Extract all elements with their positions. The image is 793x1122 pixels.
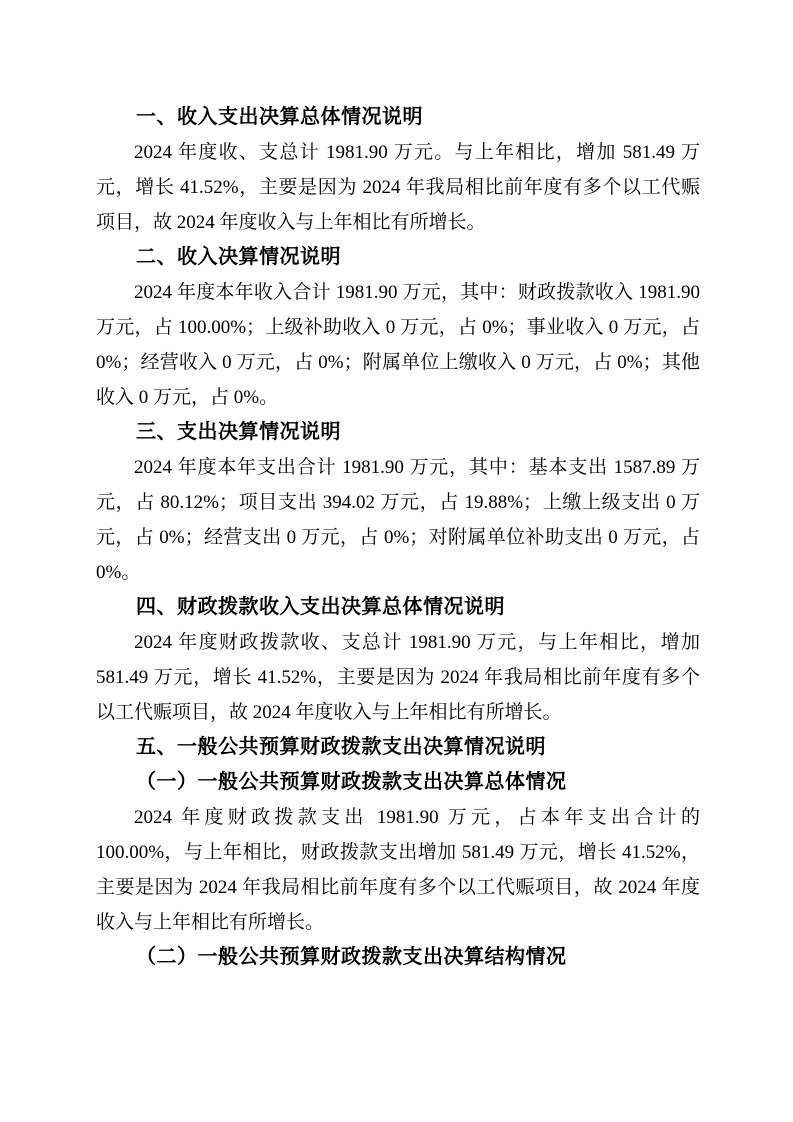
section-5-heading: 五、一般公共预算财政拨款支出决算情况说明 — [136, 736, 546, 758]
section-2-heading: 二、收入决算情况说明 — [136, 246, 341, 268]
section-1-paragraph: 2024 年度收、支总计 1981.90 万元。与上年相比，增加 581.49 万元，增长 41.52%，主要是因为 2024 年我局相比前年度有多个以工代赈项目，故 2024 年度收入与上年相比有所增长。 — [96, 142, 700, 233]
section-4-heading: 四、财政拨款收入支出决算总体情况说明 — [136, 596, 505, 618]
section-2-paragraph: 2024 年度本年收入合计 1981.90 万元，其中：财政拨款收入 1981.90 万元，占 100.00%；上级补助收入 0 万元，占 0%；事业收入 0 万元，占 0%；经营收入 0 万元，占 0%；附属单位上缴收入 0 万元，占 0%；其他收入 0 万元，占 0%。 — [96, 282, 700, 408]
section-5-subheading-2: （二）一般公共预算财政拨款支出决算结构情况 — [136, 946, 567, 968]
section-3-paragraph: 2024 年度本年支出合计 1981.90 万元，其中：基本支出 1587.89 万元，占 80.12%；项目支出 394.02 万元，占 19.88%；上缴上级支出 0 万元，占 0%；经营支出 0 万元，占 0%；对附属单位补助支出 0 万元，占 0%。 — [96, 457, 700, 583]
section-1-heading: 一、收入支出决算总体情况说明 — [136, 106, 423, 128]
section-5-paragraph: 2024 年度财政拨款支出 1981.90 万元，占本年支出合计的 100.00%，与上年相比，财政拨款支出增加 581.49 万元，增长 41.52%，主要是因为 2024 年我局相比前年度有多个以工代赈项目，故 2024 年度收入与上年相比有所增长。 — [96, 807, 700, 933]
section-4-paragraph: 2024 年度财政拨款收、支总计 1981.90 万元，与上年相比，增加 581.49 万元，增长 41.52%，主要是因为 2024 年我局相比前年度有多个以工代赈项目，故 2024 年度收入与上年相比有所增长。 — [96, 632, 700, 723]
page-content — [96, 100, 700, 975]
section-3-heading: 三、支出决算情况说明 — [136, 421, 341, 443]
section-5-subheading-1: （一）一般公共预算财政拨款支出决算总体情况 — [136, 771, 567, 793]
